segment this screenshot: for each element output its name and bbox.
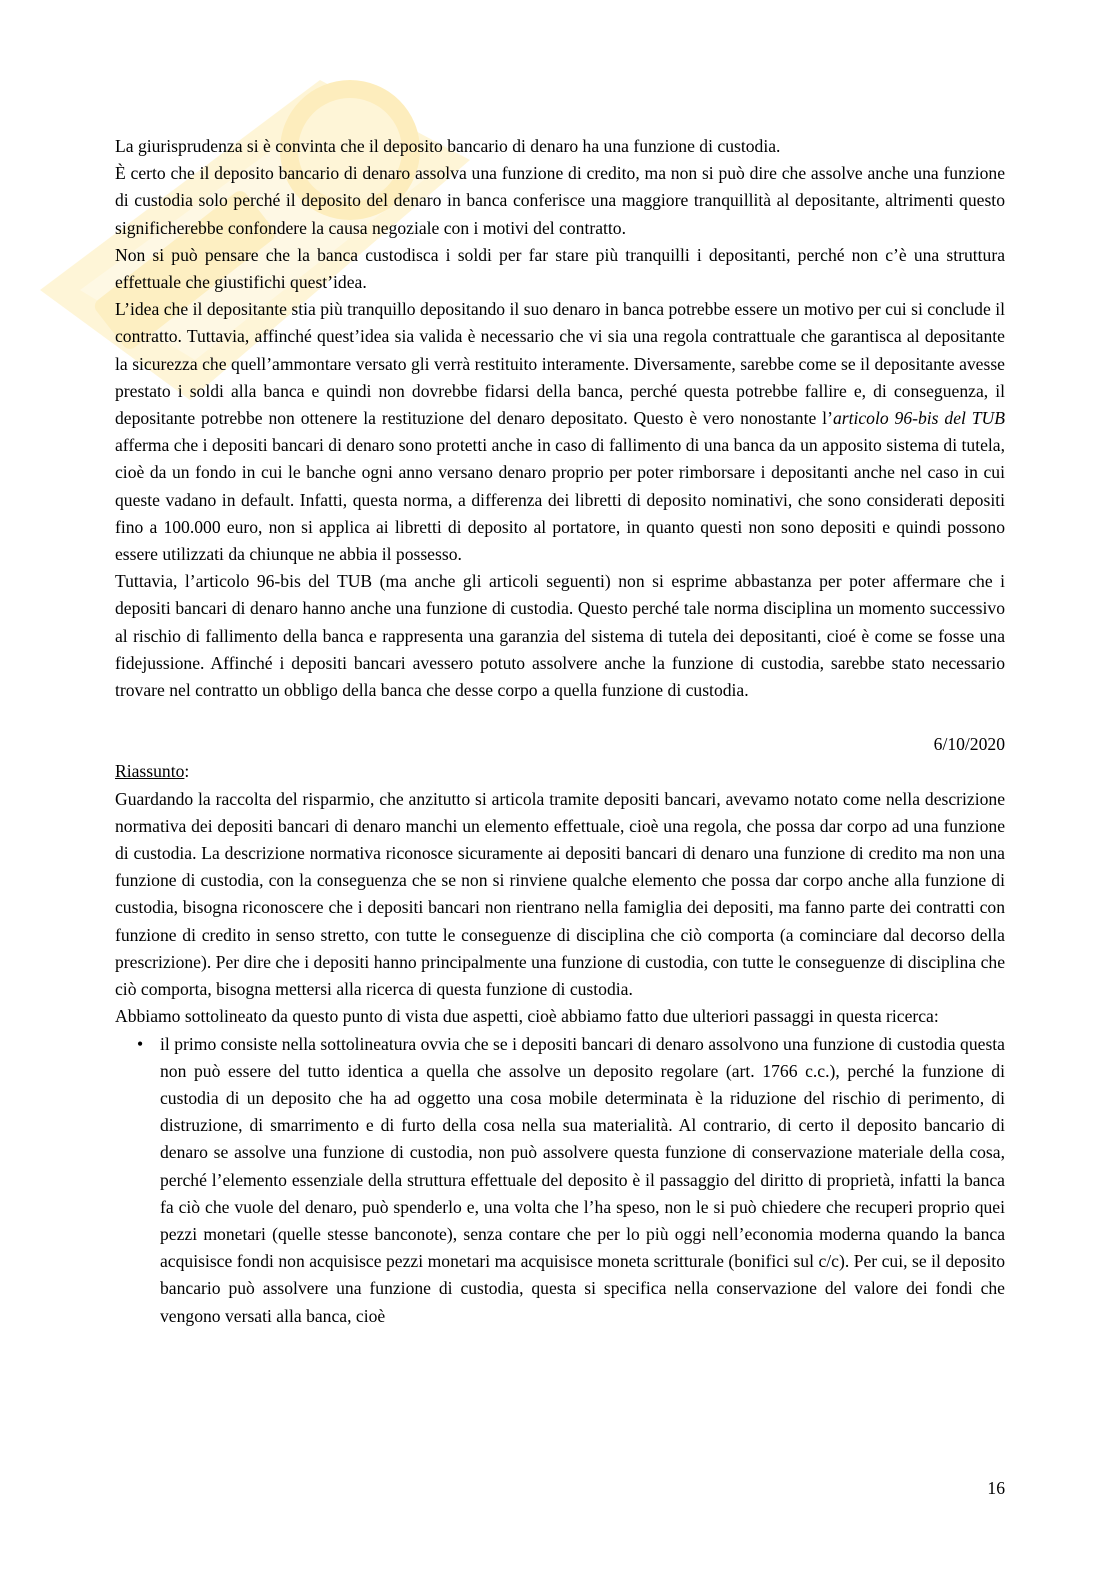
- paragraph-article-96bis: [115, 296, 1005, 568]
- paragraph: Tuttavia, l’articolo 96-bis del TUB (ma anche gli articoli seguenti) non si esprime abbastanza per poter affermare che i depositi bancari di denaro hanno anche una funzione di custodia. Questo perché tale norma disciplina un momento successivo al rischio di fallimento della banca e rappresenta una garanzia del sistema di tutela dei depositanti, cioé è come se fosse una fidejussione. Affinché i depositi bancari avessero potuto assolvere anche la funzione di custodia, sarebbe stato necessario trovare nel contratto un obbligo della banca che desse corpo a quella funzione di custodia.: [115, 571, 1005, 701]
- paragraph: La giurisprudenza si è convinta che il deposito bancario di denaro ha una funzione di custodia.: [115, 136, 781, 156]
- document-body: [115, 133, 1005, 1330]
- bullet-list: [115, 1031, 1005, 1330]
- page-number: 16: [987, 1478, 1005, 1498]
- text-run: L’idea che il depositante stia più tranquillo depositando il suo denaro in banca potrebbe essere un motivo per cui si conclude il contratto. Tuttavia, affinché quest’idea sia valida è necessario che vi sia una regola contrattuale che garantisca al depositante la sicurezza che quell’ammontare versato gli verrà restituito interamente. Diversamente, sarebbe come se il depositante avesse prestato i soldi alla banca e quindi non dovrebbe fidarsi della banca, perché questa potrebbe fallire e, di conseguenza, il depositante potrebbe non ottenere la restituzione del denaro depositato. Questo è vero nonostante l’: [115, 299, 1005, 429]
- paragraph: Guardando la raccolta del risparmio, che anzitutto si articola tramite depositi bancari, avevamo notato come nella descrizione normativa dei depositi bancari di denaro manchi un elemento effettuale, cioè una regola, che possa dar corpo ad una funzione di custodia. La descrizione normativa riconosce sicuramente ai depositi bancari di denaro una funzione di credito ma non una funzione di custodia, con la conseguenza che se non si rinviene qualche elemento che possa dar corpo anche alla funzione di custodia, bisogna riconoscere che i depositi bancari non rientrano nella famiglia dei depositi, ma fanno parte dei contratti con funzione di credito in senso stretto, con tutte le conseguenze di disciplina che ciò comporta (a cominciare dal decorso della prescrizione). Per dire che i depositi hanno principalmente una funzione di custodia, con tutte le conseguenze di disciplina che ciò comporta, bisogna mettersi alla ricerca di questa funzione di custodia.: [115, 788, 1005, 1000]
- paragraph: È certo che il deposito bancario di denaro assolva una funzione di credito, ma non si può dire che assolve anche una funzione di custodia solo perché il deposito del denaro in banca conferisce una maggiore tranquillità al depositante, altrimenti questo significherebbe confondere la causa negoziale con i motivi del contratto.: [115, 163, 1005, 238]
- summary-heading: [115, 758, 1005, 785]
- bullet-icon: •: [137, 1033, 144, 1054]
- paragraph: Abbiamo sottolineato da questo punto di vista due aspetti, cioè abbiamo fatto due ulteriori passaggi in questa ricerca:: [115, 1006, 939, 1027]
- italic-reference: articolo 96-bis del TUB: [832, 408, 1006, 429]
- list-item-text: il primo consiste nella sottolineatura ovvia che se i depositi bancari di denaro assolvono una funzione di custodia questa non può essere del tutto identica a quella che assolve un deposito regolare (art. 1766 c.c.), perché la funzione di custodia di un deposito che ha ad oggetto una cosa mobile determinata è la riduzione del rischio di perimento, di distruzione, di smarrimento e di furto della cosa nella sua materialità. Al contrario, di certo il deposito bancario di denaro se assolve una funzione di custodia, non può assolvere questa funzione di conservazione materiale della cosa, perché l’elemento essenziale della struttura effettuale del deposito è il passaggio del diritto di proprietà, infatti la banca fa ciò che vuole del denaro, può spenderlo e, una volta che l’ha speso, non le si può chiedere che recuperi proprio quei pezzi monetari (quelle stesse banconote), senza contare che per lo più oggi nell’economia moderna quando la banca acquisisce fondi non acquisisce pezzi monetari ma acquisisce moneta scritturale (bonifici sul c/c). Per cui, se il deposito bancario può assolvere una funzione di custodia, questa si specifica nella conservazione del valore dei fondi che vengono versati alla banca, cioè: [160, 1033, 1005, 1326]
- paragraph: Non si può pensare che la banca custodisca i soldi per far stare più tranquilli i depositanti, perché non c’è una struttura effettuale che giustifichi quest’idea.: [115, 244, 1005, 293]
- lecture-date: 6/10/2020: [933, 734, 1005, 755]
- summary-heading-colon: :: [184, 761, 190, 782]
- spacer: [115, 704, 1005, 731]
- text-run: afferma che i depositi bancari di denaro sono protetti anche in caso di fallimento di una banca da un apposito sistema di tutela, cioè da un fondo in cui le banche ogni anno versano denaro proprio per poter rimborsare i depositanti anche nel caso in cui queste vadano in default. Infatti, questa norma, a differenza dei libretti di deposito nominativi, che sono considerati depositi fino a 100.000 euro, non si applica ai libretti di deposito al portatore, in quanto questi non sono depositi e quindi possono essere utilizzati da chiunque ne abbia il possesso.: [115, 435, 1005, 565]
- list-item: [115, 1031, 1005, 1330]
- summary-heading-label: Riassunto: [115, 761, 185, 782]
